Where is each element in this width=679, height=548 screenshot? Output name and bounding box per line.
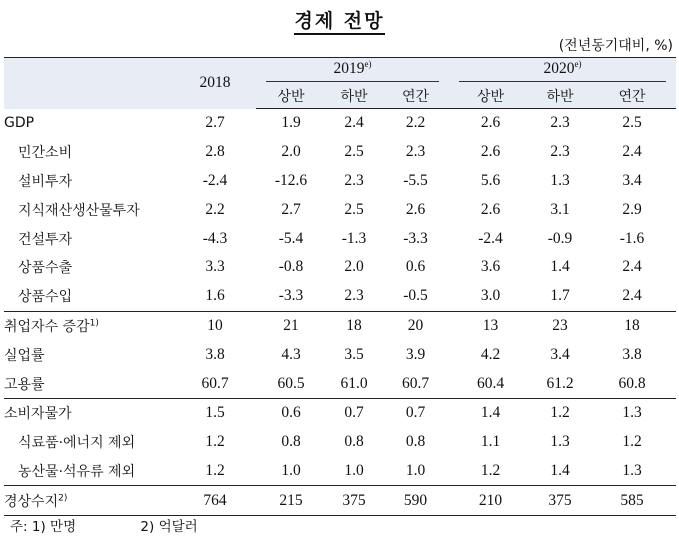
row-label xyxy=(4,282,174,311)
row-label xyxy=(4,138,174,167)
cell-value: 2.7 xyxy=(205,114,225,132)
cell-value: 2.9 xyxy=(622,200,642,218)
cell-value: 60.5 xyxy=(277,374,305,392)
cell-value: 2.7 xyxy=(281,200,301,218)
cell-value: 3.4 xyxy=(550,345,570,363)
cell-value: 2.6 xyxy=(405,200,426,218)
table-body xyxy=(4,109,676,516)
note-1: 1) 만명 xyxy=(31,519,77,535)
forecast-table xyxy=(4,57,676,516)
header-2020-h1: 상반 xyxy=(449,83,532,109)
footnote-mark: 1) xyxy=(89,318,99,329)
table-row xyxy=(4,195,676,224)
header-2020 xyxy=(449,58,676,84)
header-2020-h2: 하반 xyxy=(532,83,588,109)
row-label-text: 고용률 xyxy=(4,376,45,393)
cell-value: 3.9 xyxy=(405,345,426,363)
row-label xyxy=(4,311,174,340)
cell-value: 2.6 xyxy=(480,143,501,161)
cell-value: 0.6 xyxy=(405,258,426,276)
cell-value: 4.3 xyxy=(281,345,301,363)
cell-value: 3.3 xyxy=(205,258,225,276)
cell-value: -5.4 xyxy=(278,229,304,247)
cell-value: -1.3 xyxy=(341,229,367,247)
header-2020-annual: 연간 xyxy=(588,83,676,109)
cell-value: 3.5 xyxy=(344,345,364,363)
cell-value: 0.8 xyxy=(344,433,364,451)
cell-value: 1.0 xyxy=(405,461,426,479)
cell-value: -2.4 xyxy=(478,229,503,247)
cell-value: 210 xyxy=(449,486,532,516)
title-text: 경제 전망 xyxy=(294,10,384,35)
cell-value: 3.4 xyxy=(622,171,642,189)
note-2: 2) 억달러 xyxy=(140,519,198,535)
row-label-text: 설비투자 xyxy=(18,173,73,190)
cell-value: 1.4 xyxy=(449,398,532,427)
row-label xyxy=(4,398,174,427)
cell-value: 3.1 xyxy=(550,200,570,218)
cell-value: 3.8 xyxy=(622,345,642,363)
row-label xyxy=(4,340,174,369)
cell-value: 2.5 xyxy=(622,114,642,132)
cell-value: -1.6 xyxy=(619,229,645,247)
row-label-text: 지식재산생산물투자 xyxy=(18,202,140,219)
header-2019-annual: 연간 xyxy=(382,83,449,109)
row-label-text: 건설투자 xyxy=(18,231,73,248)
cell-value: 375 xyxy=(326,486,382,516)
cell-value: 3.0 xyxy=(480,287,501,305)
header-2018: 2018 xyxy=(174,58,256,109)
cell-value: 2.3 xyxy=(344,171,364,189)
cell-value: 60.7 xyxy=(201,374,229,392)
table-row xyxy=(4,457,676,486)
cell-value: 20 xyxy=(382,311,449,340)
cell-value: -0.8 xyxy=(278,258,304,276)
cell-value: 2.3 xyxy=(550,143,570,161)
cell-value: -5.5 xyxy=(403,171,428,189)
row-label xyxy=(4,253,174,282)
cell-value: 1.7 xyxy=(550,287,570,305)
table-row xyxy=(4,428,676,457)
cell-value: 2.2 xyxy=(205,200,225,218)
row-label-text: 실업률 xyxy=(4,347,45,364)
table-row xyxy=(4,340,676,369)
cell-value: 1.0 xyxy=(344,461,364,479)
row-label-text: 상품수출 xyxy=(18,260,73,277)
cell-value: 10 xyxy=(174,311,256,340)
cell-value: -12.6 xyxy=(274,171,308,189)
cell-value: 1.1 xyxy=(480,433,501,451)
row-label xyxy=(4,428,174,457)
cell-value: 5.6 xyxy=(480,171,501,189)
footnote-mark: 2) xyxy=(58,493,68,504)
cell-value: 2.5 xyxy=(344,143,364,161)
cell-value: 2.4 xyxy=(622,143,642,161)
table-row xyxy=(4,167,676,196)
cell-value: 2.0 xyxy=(281,143,301,161)
cell-value: 2.3 xyxy=(405,143,426,161)
cell-value: 3.6 xyxy=(480,258,501,276)
cell-value: 4.2 xyxy=(480,345,501,363)
cell-value: 2.2 xyxy=(405,114,426,132)
cell-value: 2.3 xyxy=(344,287,364,305)
year-2019-mark: e) xyxy=(364,59,372,70)
cell-value: 2.8 xyxy=(205,143,225,161)
cell-value: 375 xyxy=(532,486,588,516)
page-title xyxy=(0,6,679,33)
note-prefix: 주: xyxy=(10,519,28,535)
cell-value: 1.2 xyxy=(205,461,225,479)
cell-value: 2.4 xyxy=(622,258,642,276)
cell-value: 61.2 xyxy=(546,374,574,392)
row-label xyxy=(4,486,174,516)
unit-label: (전년동기대비, %) xyxy=(558,38,673,54)
cell-value: 60.7 xyxy=(401,374,430,392)
cell-value: 3.8 xyxy=(205,345,225,363)
row-label-text: 상품수입 xyxy=(18,289,73,306)
table-row xyxy=(4,369,676,398)
cell-value: 1.6 xyxy=(205,287,225,305)
row-label xyxy=(4,109,174,138)
table-row xyxy=(4,253,676,282)
row-label-text: 취업자수 증감 xyxy=(4,318,90,335)
cell-value: 590 xyxy=(382,486,449,516)
cell-value: 1.4 xyxy=(550,258,570,276)
cell-value: 2.6 xyxy=(480,200,501,218)
cell-value: 1.4 xyxy=(550,461,570,479)
cell-value: 13 xyxy=(449,311,532,340)
cell-value: 1.5 xyxy=(174,398,256,427)
cell-value: 215 xyxy=(256,486,326,516)
cell-value: 1.2 xyxy=(532,398,588,427)
year-2019-text: 2019 xyxy=(333,60,365,78)
footnote xyxy=(10,515,198,535)
cell-value: -3.3 xyxy=(278,287,304,305)
header-2019-h1: 상반 xyxy=(256,83,326,109)
cell-value: 18 xyxy=(326,311,382,340)
cell-value: 0.8 xyxy=(405,433,426,451)
cell-value: 61.0 xyxy=(340,374,368,392)
cell-value: 2.3 xyxy=(550,114,570,132)
cell-value: 0.8 xyxy=(281,433,301,451)
table-row xyxy=(4,311,676,340)
cell-value: 2.5 xyxy=(344,200,364,218)
row-label xyxy=(4,195,174,224)
cell-value: 2.4 xyxy=(622,287,642,305)
row-label-text: 농산물·석유류 제외 xyxy=(18,463,136,480)
cell-value: 1.2 xyxy=(622,433,642,451)
header-row-years xyxy=(4,58,676,84)
row-label-text: 소비자물가 xyxy=(4,406,72,423)
table-row xyxy=(4,109,676,138)
year-2020-text: 2020 xyxy=(543,60,575,78)
cell-value: 1.3 xyxy=(588,398,676,427)
row-label xyxy=(4,457,174,486)
cell-value: 1.2 xyxy=(480,461,501,479)
cell-value: 21 xyxy=(256,311,326,340)
cell-value: 0.6 xyxy=(256,398,326,427)
table-row xyxy=(4,224,676,253)
row-label-text: 경상수지 xyxy=(4,493,59,510)
cell-value: 1.0 xyxy=(281,461,301,479)
cell-value: 2.0 xyxy=(344,258,364,276)
table-row xyxy=(4,486,676,516)
cell-value: 1.3 xyxy=(550,433,570,451)
cell-value: 1.3 xyxy=(622,461,642,479)
cell-value: -0.9 xyxy=(547,229,573,247)
cell-value: 764 xyxy=(174,486,256,516)
table-row xyxy=(4,138,676,167)
cell-value: 2.4 xyxy=(344,114,364,132)
row-label-text: 민간소비 xyxy=(18,145,73,162)
cell-value: 23 xyxy=(532,311,588,340)
header-2019 xyxy=(256,58,449,84)
row-label-text: 식료품·에너지 제외 xyxy=(18,435,136,452)
cell-value: 1.9 xyxy=(281,114,301,132)
cell-value: 1.3 xyxy=(550,171,570,189)
row-label xyxy=(4,224,174,253)
cell-value: 60.8 xyxy=(618,374,646,392)
row-label xyxy=(4,167,174,196)
row-label-text: GDP xyxy=(4,115,35,132)
cell-value: 1.2 xyxy=(205,433,225,451)
cell-value: 585 xyxy=(588,486,676,516)
row-label xyxy=(4,369,174,398)
cell-value: 0.7 xyxy=(382,398,449,427)
cell-value: -4.3 xyxy=(202,229,228,247)
year-2020-mark: e) xyxy=(574,59,582,70)
cell-value: 18 xyxy=(588,311,676,340)
cell-value: -2.4 xyxy=(202,171,228,189)
cell-value: 0.7 xyxy=(326,398,382,427)
header-2019-h2: 하반 xyxy=(326,83,382,109)
cell-value: -3.3 xyxy=(403,229,428,247)
cell-value: 2.6 xyxy=(480,114,501,132)
header-label-col xyxy=(4,58,174,109)
cell-value: -0.5 xyxy=(403,287,428,305)
table-row xyxy=(4,282,676,311)
cell-value: 60.4 xyxy=(476,374,505,392)
table-row xyxy=(4,398,676,427)
